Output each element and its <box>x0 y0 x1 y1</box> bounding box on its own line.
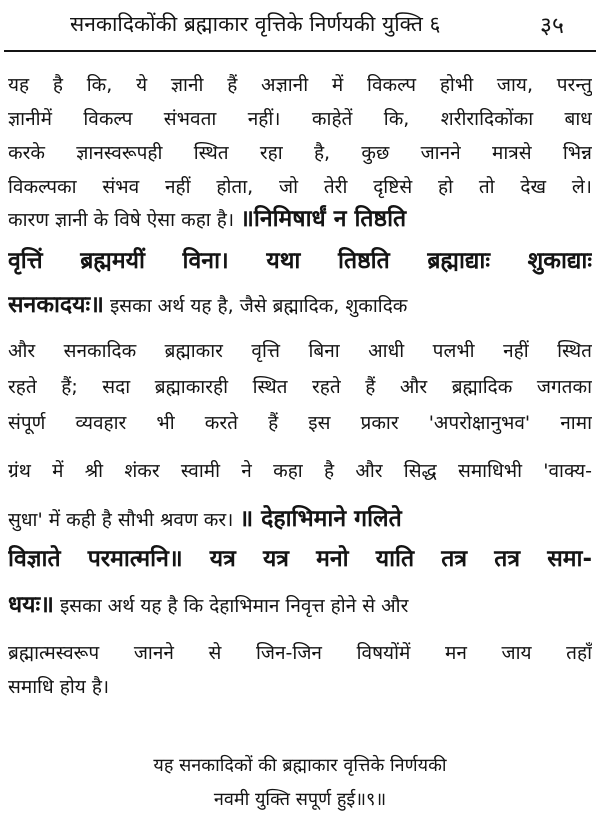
text-line: ग्रंथ में श्री शंकर स्वामी ने कहा है और सिद्ध समाधिभी 'वाक्य- <box>8 460 592 482</box>
sanskrit-verse: ॥ देहाभिमाने गलिते <box>239 506 402 532</box>
text-line: करके ज्ञानस्वरूपही स्थित रहा है, कुछ जानने मात्रसे भिन्न <box>8 142 592 164</box>
text-line: और सनकादिक ब्रह्माकार वृत्ति बिना आधी पलभी नहीं स्थित <box>8 340 592 362</box>
text-line <box>8 504 592 535</box>
colophon-line-2: नवमी युक्ति सपूर्ण हुई॥९॥ <box>213 789 387 810</box>
sanskrit-verse: धयः॥ <box>8 592 54 618</box>
running-header <box>0 0 600 52</box>
text-line <box>8 290 592 321</box>
sanskrit-verse: सनकादयः॥ <box>8 292 104 318</box>
text-line <box>8 204 592 235</box>
text-line: रहते हैं; सदा ब्रह्माकारही स्थित रहते हैं और ब्रह्मादिक जगतका <box>8 376 592 398</box>
text-line: ब्रह्मात्मस्वरूप जानने से जिन-जिन विषयोंमें मन जाय तहाँ <box>8 642 592 664</box>
text-line: समाधि होय है। <box>8 676 110 698</box>
header-title: सनकादिकोंकी ब्रह्माकार वृत्तिके निर्णयकी युक्ति ६ <box>70 12 441 36</box>
text-line <box>8 590 592 621</box>
sanskrit-verse: विज्ञाते परमात्मनि॥ यत्र यत्र मनो याति तत्र तत्र समा- <box>8 546 592 572</box>
text-line: ज्ञानीमें विकल्प संभवता नहीं। काहेतें कि, शरीरादिकोंका बाध <box>8 108 592 130</box>
prose-segment: इसका अर्थ यह है, जैसे ब्रह्मादिक, शुकादिक <box>103 295 408 317</box>
text-line: यह है कि, ये ज्ञानी हैं अज्ञानी में विकल्प होभी जाय, परन्तु <box>8 74 592 96</box>
prose-segment: कारण ज्ञानी के विषे ऐसा कहा है। <box>8 209 241 231</box>
page-number: ३५ <box>540 13 564 39</box>
sanskrit-verse: ॥निमिषार्धं न तिष्ठति <box>240 206 407 232</box>
header-rule <box>4 50 596 52</box>
colophon-line-1: यह सनकादिकों की ब्रह्माकार वृत्तिके निर्णयकी <box>153 755 447 776</box>
prose-segment: इसका अर्थ यह है कि देहाभिमान निवृत्त होने से और <box>53 595 409 617</box>
sanskrit-verse-line <box>8 246 592 277</box>
sanskrit-verse-line <box>8 544 592 575</box>
text-line: विकल्पका संभव नहीं होता, जो तेरी दृष्टिसे हो तो देख ले। <box>8 176 592 198</box>
text-line: संपूर्ण व्यवहार भी करते हैं इस प्रकार 'अपरोक्षानुभव' नामा <box>8 412 592 434</box>
prose-segment: सुधा' में कही है सौभी श्रवण कर। <box>8 509 240 531</box>
sanskrit-verse: वृत्तिं ब्रह्ममयीं विना। यथा तिष्ठति ब्रह्माद्याः शुकाद्याः <box>8 248 592 274</box>
